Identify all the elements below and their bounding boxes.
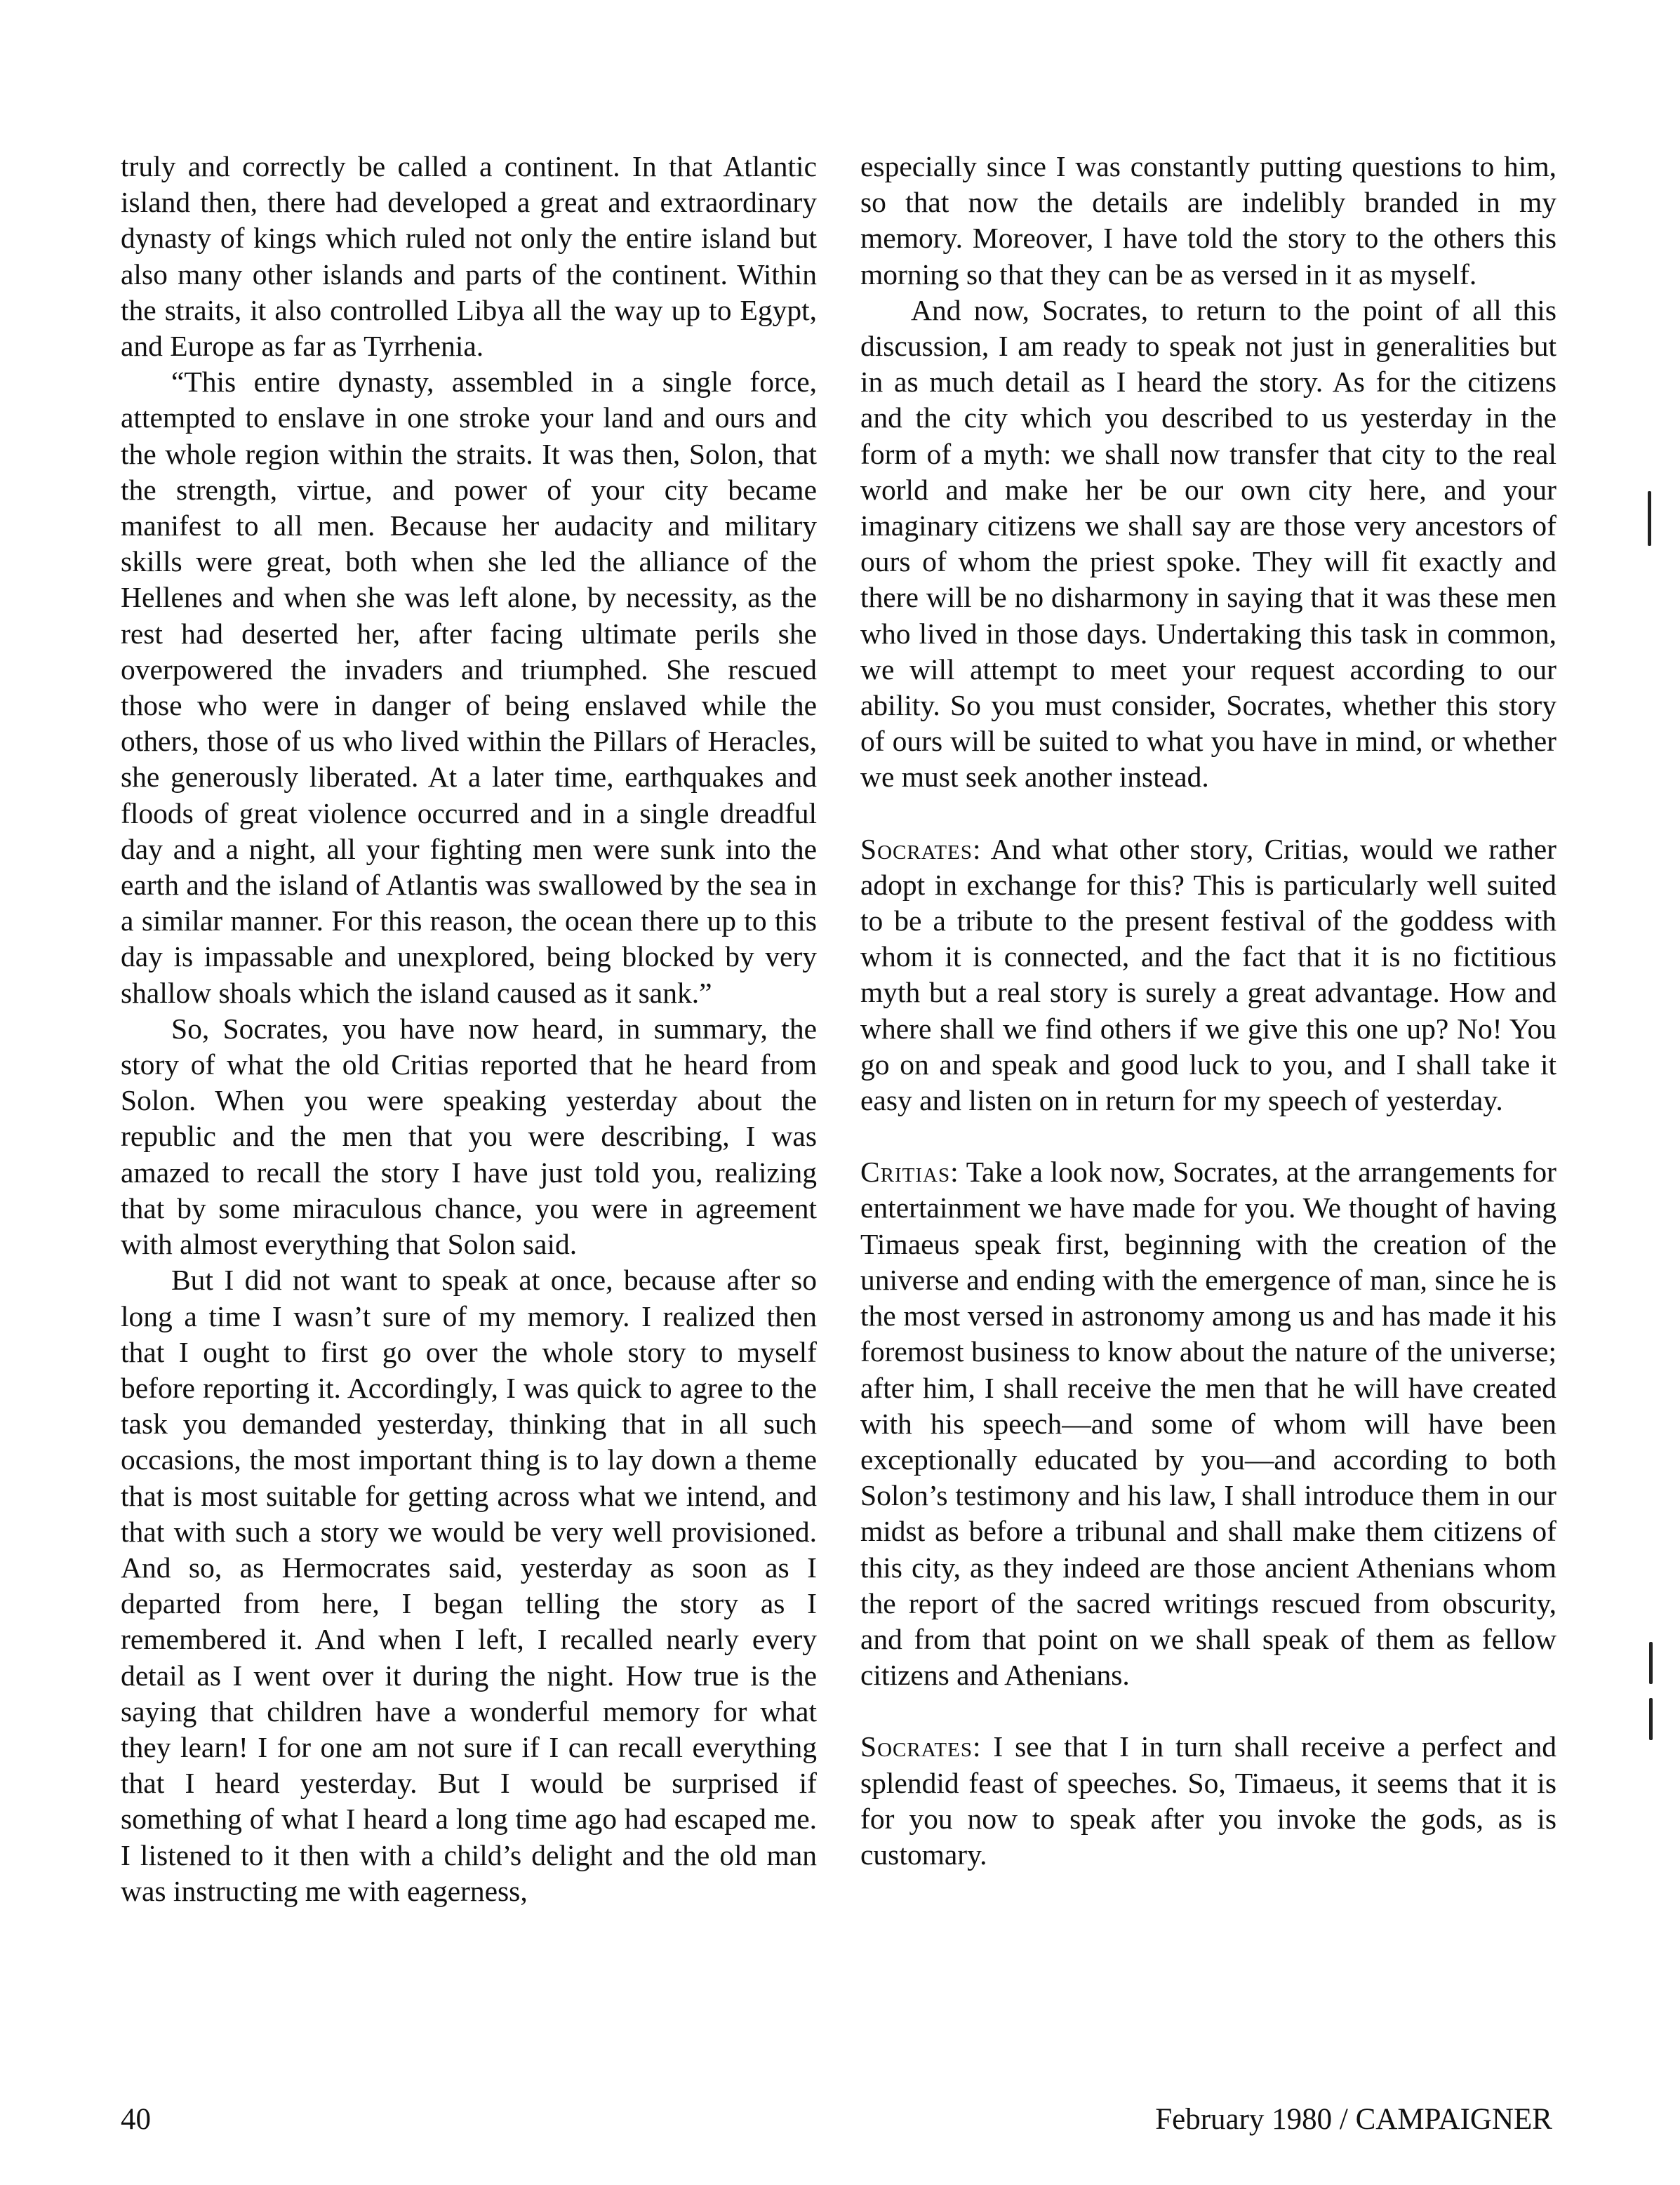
margin-mark <box>1648 491 1651 546</box>
paragraph: truly and correctly be called a continent. In that Atlantic island then, there had developed a great and extraordinary dynasty of kings which ruled not only the entire island but also many other islands and parts of the continent. Within the straits, it also controlled Libya all the way up to Egypt, and Europe as far as Tyrrhenia. <box>121 150 817 363</box>
paragraph: “This entire dynasty, assembled in a single force, attempted to enslave in one stroke your land and ours and the whole region within the straits. It was then, Solon, that the strength, virtue, and power of your city became manifest to all men. Because her audacity and military skills were great, both when she led the alliance of the Hellenes and when she was left alone, by necessity, as the rest had deserted her, after facing ultimate perils she overpowered the invaders and triumphed. She rescued those who were in danger of being enslaved while the others, those of us who lived within the Pillars of Heracles, she generously liberated. At a later time, earthquakes and floods of great violence occurred and in a single dreadful day and a night, all your fighting men were sunk into the earth and the island of Atlantis was swallowed by the sea in a similar manner. For this reason, the ocean there up to this day is impassable and unexplored, being blocked by very shallow shoals which the island caused as it sank.” <box>121 366 817 1009</box>
speech-paragraph <box>860 831 1556 1119</box>
speaker-label: Socrates: <box>860 1730 982 1763</box>
margin-mark <box>1649 1698 1653 1740</box>
speaker-label: Critias: <box>860 1156 959 1189</box>
speech-text: And what other story, Critias, would we rather adopt in exchange for this? This is particularly well suited to be a tribute to the present festival of the goddess with whom it is connected, and the fact that it is no fictitious myth but a real story is surely a great advantage. How and where shall we find others if we give this one up? No! You go on and speak and good luck to you, and I shall take it easy and listen on in return for my speech of yesterday. <box>860 832 1556 1117</box>
page-number: 40 <box>121 2103 151 2136</box>
speech-text: I see that I in turn shall receive a perfect and splendid feast of speeches. So, Timaeus, it seems that it is for you now to speak after you invoke the gods, as is customary. <box>860 1730 1556 1871</box>
paragraph: So, Socrates, you have now heard, in summary, the story of what the old Critias reported that he heard from Solon. When you were speaking yesterday about the republic and the men that you were describing, I was amazed to recall the story I have just told you, realizing that by some miraculous chance, you were in agreement with almost everything that Solon said. <box>121 1012 817 1261</box>
paragraph: And now, Socrates, to return to the point of all this discussion, I am ready to speak not just in generalities but in as much detail as I heard the story. As for the citizens and the city which you described to us yesterday in the form of a myth: we shall now transfer that city to the real world and make her be our own city here, and your imaginary citizens we shall say are those very ancestors of ours of whom the priest spoke. They will fit exactly and there will be no disharmony in saying that it was these men who lived in those days. Undertaking this task in common, we will attempt to meet your request according to our ability. So you must consider, Socrates, whether this story of ours will be suited to what you have in mind, or whether we must seek another instead. <box>860 293 1556 794</box>
left-column <box>121 149 817 1909</box>
paragraph: especially since I was constantly putting questions to him, so that now the details are indelibly branded in my memory. Moreover, I have told the story to the others this morning so that they can be as versed in it as myself. <box>860 150 1556 290</box>
speech-paragraph <box>860 1729 1556 1873</box>
speech-text: Take a look now, Socrates, at the arrangements for entertainment we have made for you. We thought of having Timaeus speak first, beginning with the creation of the universe and ending with the emergence of man, since he is the most versed in astronomy among us and has made it his foremost business to know about the nature of the universe; after him, I shall receive the men that he will have created with his speech—and some of whom will have been exceptionally educated by you—and according to both Solon’s testimony and his law, I shall introduce them in our midst as before a tribunal and shall make them citizens of this city, as they indeed are those ancient Athenians whom the report of the sacred writings rescued from obscurity, and from that point on we shall speak of them as fellow citizens and Athenians. <box>860 1156 1556 1692</box>
right-column <box>860 149 1556 1873</box>
margin-mark <box>1649 1642 1653 1684</box>
speech-paragraph <box>860 1154 1556 1693</box>
paragraph: But I did not want to speak at once, because after so long a time I wasn’t sure of my memory. I realized then that I ought to first go over the whole story to myself before reporting it. Accordingly, I was quick to agree to the task you demanded yesterday, thinking that in all such occasions, the most important thing is to lay down a theme that is most suitable for getting across what we intend, and that with such a story we would be very well provisioned. And so, as Hermocrates said, yesterday as soon as I departed from here, I began telling the story as I remembered it. And when I left, I recalled nearly every detail as I went over it during the night. How true is the saying that children have a wonderful memory for what they learn! I for one am not sure if I can recall everything that I heard yesterday. But I would be surprised if something of what I heard a long time ago had escaped me. I listened to it then with a child’s delight and the old man was instructing me with eagerness, <box>121 1264 817 1907</box>
issue-line: February 1980 / CAMPAIGNER <box>1155 2103 1552 2136</box>
speaker-label: Socrates: <box>860 832 982 865</box>
